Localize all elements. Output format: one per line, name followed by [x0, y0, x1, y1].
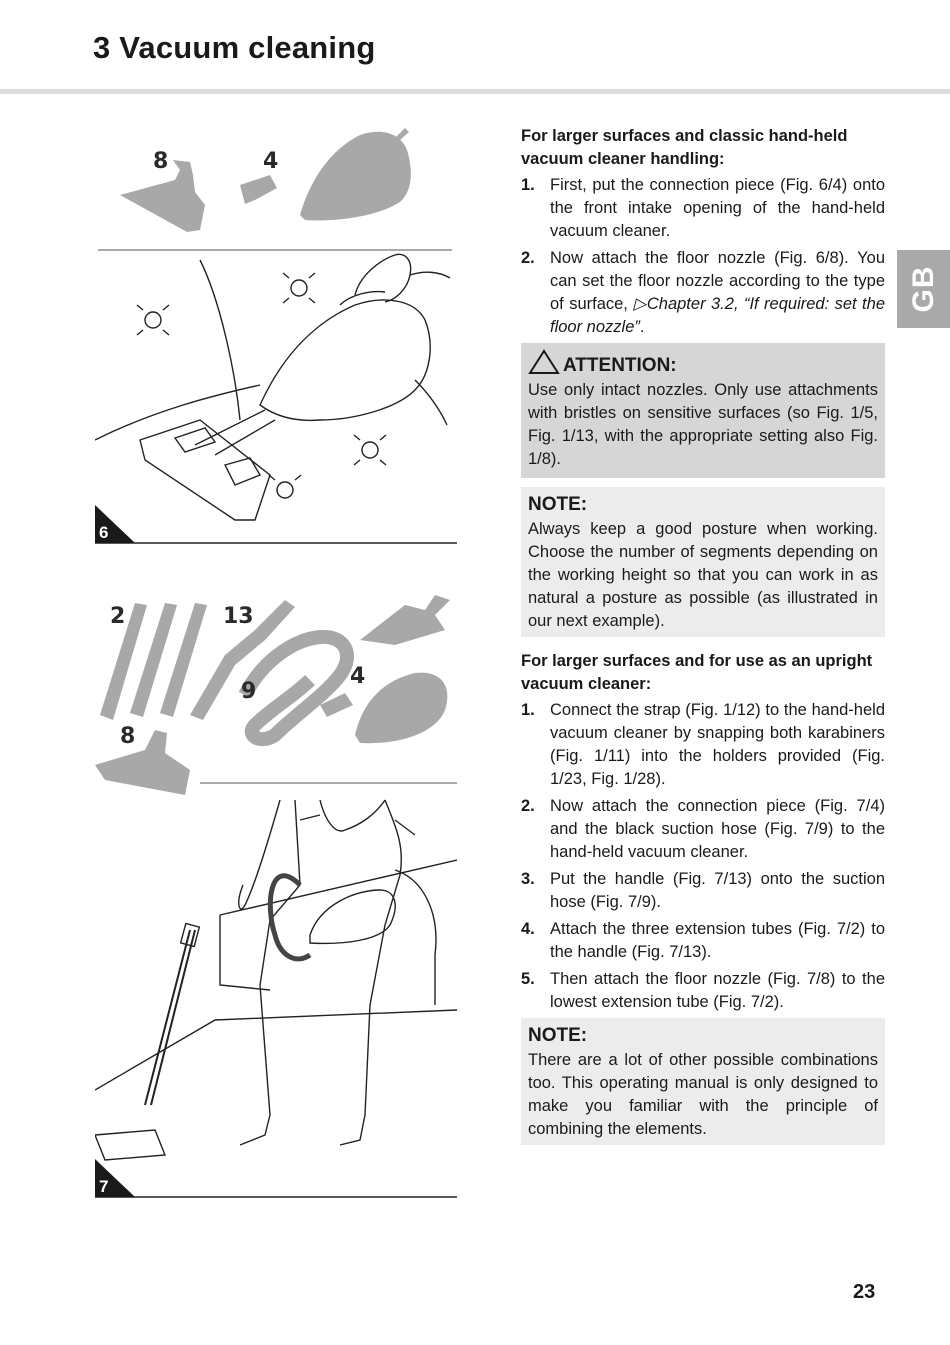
callout-4-7: 4 — [350, 664, 366, 689]
language-tab-label: GB — [906, 265, 940, 313]
figure-6-illustration — [95, 120, 457, 545]
callout-2: 2 — [110, 604, 126, 629]
header-divider — [0, 89, 950, 94]
list-item: 1. First, put the connection piece (Fig. 6/4) onto the front intake opening of the hand-held vacuum cleaner. — [521, 176, 885, 240]
note-box-combinations — [521, 1018, 885, 1145]
list-item: 2. Now attach the connection piece (Fig. 7/4) and the black suction hose (Fig. 7/9) to the hand-held vacuum cleaner. — [521, 797, 885, 861]
attention-heading: ATTENTION: — [528, 349, 878, 378]
callout-4: 4 — [263, 149, 279, 174]
note-heading: NOTE: — [528, 1025, 588, 1046]
list-item: 2. Now attach the floor nozzle (Fig. 6/8). You can set the floor nozzle according to the type of surface, ▷Chapter 3.2, “If required: set the floor nozzle”. — [521, 249, 885, 336]
list-item: 1. Connect the strap (Fig. 1/12) to the hand-held vacuum cleaner by snapping both karabiners (Fig. 1/11) into the holders provided (Fig. 1/23, Fig. 1/28). — [521, 701, 885, 788]
handheld-vacuum-part-7 — [355, 673, 447, 744]
figure-6 — [95, 120, 457, 545]
note-text: Always keep a good posture when working. Choose the number of segments depending on the working height so that you can work in as natural a posture as possible (as illustrated in our next example). — [528, 520, 878, 630]
attention-box — [521, 343, 885, 478]
floor-nozzle-part-7 — [95, 730, 190, 795]
callout-13: 13 — [223, 604, 254, 629]
figure-7-number: 7 — [99, 1177, 109, 1196]
list-item: 3. Put the handle (Fig. 7/13) onto the suction hose (Fig. 7/9). — [521, 870, 885, 911]
note-text: There are a lot of other possible combinations too. This operating manual is only designed to make you familiar with the principle of combining the elements. — [528, 1051, 878, 1138]
attention-text: Use only intact nozzles. Only use attachments with bristles on sensitive surfaces (so Fig. 1/5, Fig. 1/13, with the appropriate setting also Fig. 1/8). — [528, 381, 878, 468]
callout-8: 8 — [153, 149, 169, 174]
figure-7-parts — [95, 595, 450, 795]
suction-hose-part — [245, 637, 347, 739]
figure-7-illustration — [95, 585, 457, 1200]
figure-6-scene — [95, 254, 450, 520]
section-handheld — [521, 125, 885, 343]
chapter-reference: ▷Chapter 3.2, “If required: set the floor nozzle” — [550, 295, 885, 336]
callout-8-7: 8 — [120, 724, 136, 749]
figure-6-parts — [120, 128, 411, 232]
figure-6-number: 6 — [99, 523, 109, 542]
page-number: 23 — [853, 1281, 876, 1303]
section-upright — [521, 650, 885, 1018]
handheld-vacuum-part — [300, 132, 411, 221]
strap-part — [360, 595, 450, 645]
section-upright-steps — [521, 699, 885, 1014]
language-tab — [897, 250, 950, 328]
list-item: 4. Attach the three extension tubes (Fig. 7/2) to the handle (Fig. 7/13). — [521, 920, 885, 961]
page-title: 3 Vacuum cleaning — [93, 30, 376, 65]
list-item: 5. Then attach the floor nozzle (Fig. 7/8) to the lowest extension tube (Fig. 7/2). — [521, 970, 885, 1011]
figure-7 — [95, 585, 457, 1200]
note-box-posture — [521, 487, 885, 637]
note-heading: NOTE: — [528, 494, 588, 515]
section-upright-heading: For larger surfaces and for use as an upright vacuum cleaner: — [521, 652, 873, 693]
callout-9: 9 — [241, 679, 257, 704]
figure-7-scene — [95, 800, 457, 1160]
connection-piece-part — [240, 175, 277, 204]
warning-triangle-icon — [528, 349, 560, 375]
section-handheld-steps — [521, 174, 885, 339]
section-handheld-heading: For larger surfaces and classic hand-held vacuum cleaner handling: — [521, 127, 848, 168]
